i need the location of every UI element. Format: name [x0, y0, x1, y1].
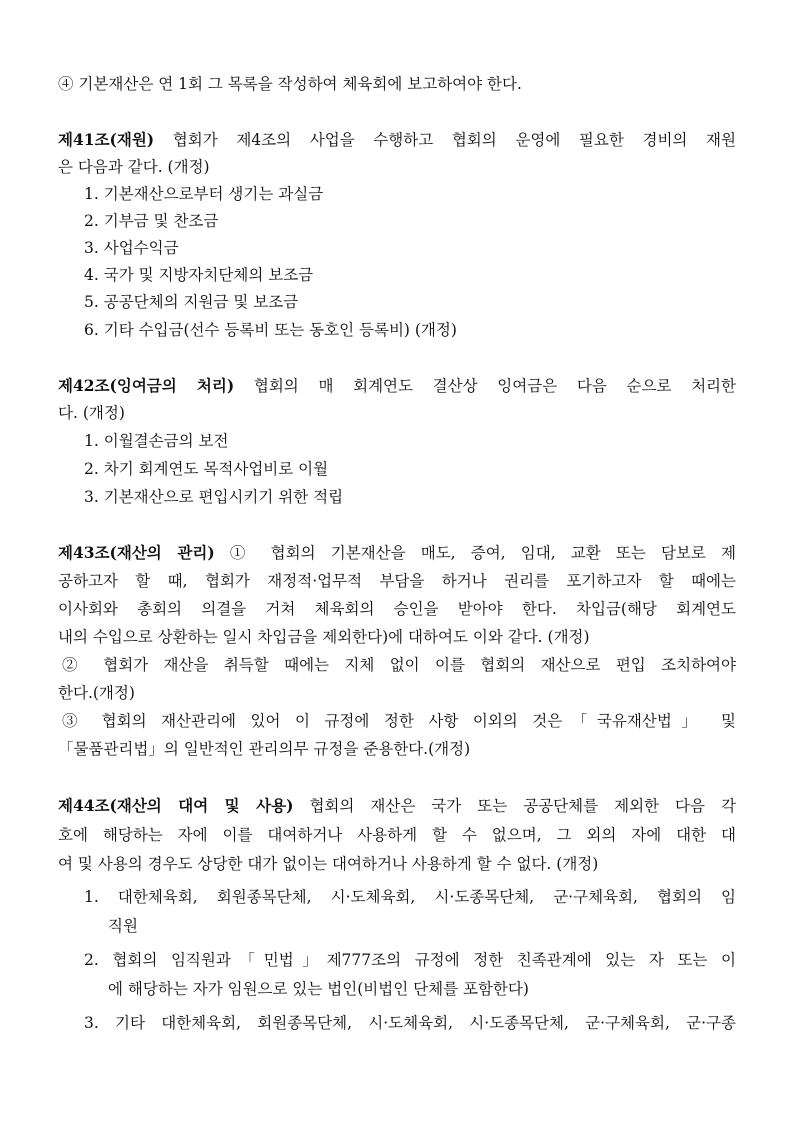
article-44-line-3: 여 및 사용의 경우도 상당한 대가 없이는 대여하거나 사용하게 할 수 없다. (개정) — [58, 855, 599, 873]
article-43-para-3-line-2: 「물품관리법」의 일반적인 관리의무 규정을 준용한다.(개정) — [58, 740, 471, 758]
list-item: 2. 차기 회계연도 목적사업비로 이월 — [84, 460, 329, 478]
article-43-line-3: 이사회와 총회의 의결을 거쳐 체육회의 승인을 받아야 한다. 차입금(해당 회계연도 — [58, 600, 736, 618]
article-44-item-2-line-1: 2. 협회의 임직원과「민법」제777조의 규정에 정한 친족관계에 있는 자 또는 이 — [84, 951, 736, 969]
article-43-heading: 제43조(재산의 관리) — [58, 543, 215, 562]
article-43-para-2-line-2: 한다.(개정) — [58, 684, 135, 702]
article-42-line-1 — [58, 376, 736, 396]
article-43-line-4: 내의 수입으로 상환하는 일시 차입금을 제외한다)에 대하여도 이와 같다. (개정) — [58, 628, 590, 646]
article-43-text-1: ① 협회의 기본재산을 매도, 증여, 임대, 교환 또는 담보로 제 — [229, 544, 736, 562]
article-43-para-3-line-1: ③ 협회의 재산관리에 있어 이 규정에 정한 사항 이외의 것은「국유재산법」 및 — [62, 712, 736, 730]
article-44-item-2-line-2: 에 해당하는 자가 임원으로 있는 법인(비법인 단체를 포함한다) — [108, 980, 529, 998]
article-43-line-1 — [58, 543, 736, 563]
article-41-heading: 제41조(재원) — [58, 130, 155, 149]
article-44-item-3-line-1: 3. 기타 대한체육회, 회원종목단체, 시·도체육회, 시·도종목단체, 군·구체육회, 군·구종 — [84, 1014, 736, 1032]
list-item: 3. 사업수익금 — [84, 239, 179, 257]
article-44-line-2: 호에 해당하는 자에 이를 대여하거나 사용하게 할 수 없으며, 그 외의 자에 대한 대 — [58, 826, 736, 844]
list-item: 4. 국가 및 지방자치단체의 보조금 — [84, 266, 314, 284]
article-43-line-2: 공하고자 할 때, 협회가 재정적·업무적 부담을 하거나 권리를 포기하고자 할 때에는 — [58, 572, 736, 590]
list-item: 2. 기부금 및 찬조금 — [84, 212, 219, 230]
list-item: 1. 이월결손금의 보전 — [84, 432, 229, 450]
article-41-line-2: 은 다음과 같다. (개정) — [58, 158, 210, 176]
article-41-line-1 — [58, 130, 736, 150]
basic-property-report-clause: ④ 기본재산은 연 1회 그 목록을 작성하여 체육회에 보고하여야 한다. — [58, 75, 522, 93]
article-43-para-2-line-1: ② 협회가 재산을 취득할 때에는 지체 없이 이를 협회의 재산으로 편입 조치하여야 — [62, 656, 736, 674]
list-item: 3. 기본재산으로 편입시키기 위한 적립 — [84, 488, 344, 506]
list-item: 5. 공공단체의 지원금 및 보조금 — [84, 293, 299, 311]
article-42-line-2: 다. (개정) — [58, 404, 125, 422]
article-42-heading: 제42조(잉여금의 처리) — [58, 376, 235, 395]
article-44-item-1-line-1: 1. 대한체육회, 회원종목단체, 시·도체육회, 시·도종목단체, 군·구체육회, 협회의 임 — [84, 888, 736, 906]
list-item: 1. 기본재산으로부터 생기는 과실금 — [84, 185, 324, 203]
article-42-text-1: 협회의 매 회계연도 결산상 잉여금은 다음 순으로 처리한 — [253, 377, 736, 395]
article-44-heading: 제44조(재산의 대여 및 사용) — [58, 796, 294, 815]
article-44-line-1 — [58, 796, 736, 816]
article-44-item-1-line-2: 직원 — [108, 917, 138, 935]
article-44-text-1: 협회의 재산은 국가 또는 공공단체를 제외한 다음 각 — [309, 797, 736, 815]
list-item: 6. 기타 수입금(선수 등록비 또는 동호인 등록비) (개정) — [84, 321, 457, 339]
article-41-text-1: 협회가 제4조의 사업을 수행하고 협회의 운영에 필요한 경비의 재원 — [172, 131, 736, 149]
